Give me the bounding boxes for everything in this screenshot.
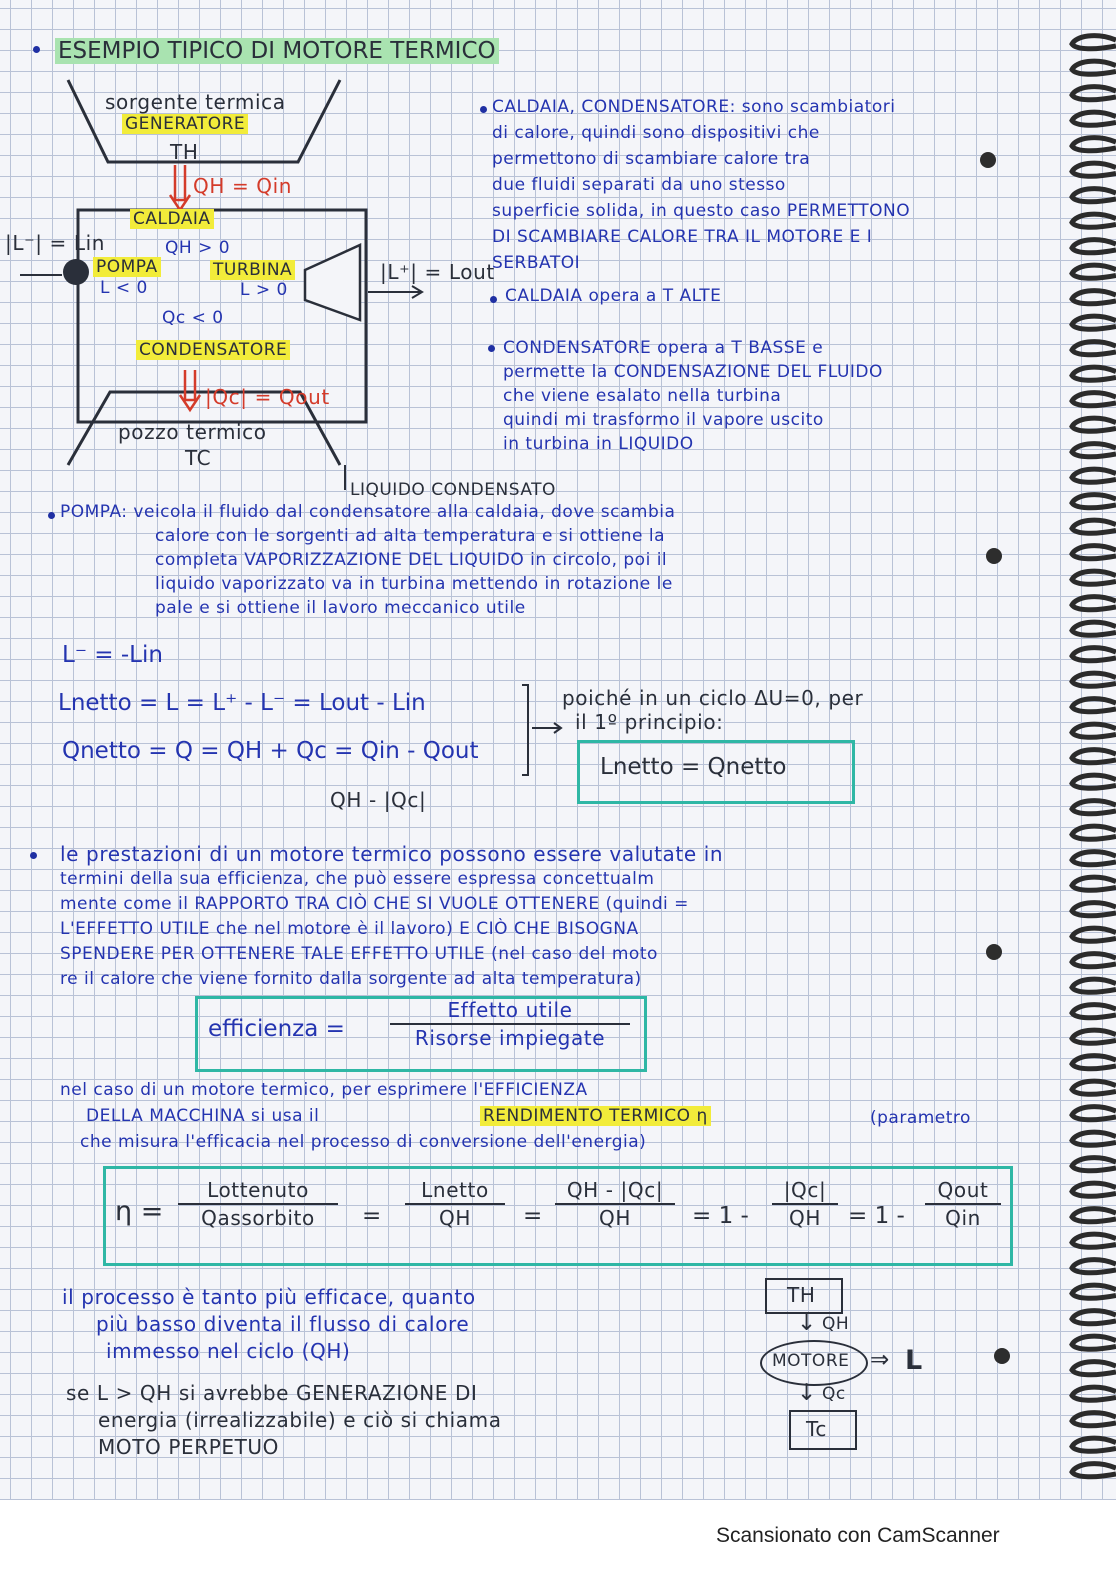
spiral-ring	[1072, 214, 1116, 227]
note-line: permette la CONDENSAZIONE DEL FLUIDO	[503, 362, 883, 382]
note-line: energia (irrealizzabile) e ciò si chiama	[98, 1408, 502, 1432]
efficienza-label: efficienza =	[208, 1016, 345, 1042]
bullet	[488, 345, 495, 352]
eta-f1-num: Lottenuto	[207, 1178, 309, 1202]
note-line: L'EFFETTO UTILE che nel motore è il lavoro) E CIÒ CHE BISOGNA	[60, 919, 639, 939]
bullet	[48, 512, 55, 519]
eta-f5-num: Qout	[937, 1178, 989, 1202]
eta-f2-num: Lnetto	[421, 1178, 489, 1202]
page-title: ESEMPIO TIPICO DI MOTORE TERMICO	[55, 40, 499, 63]
eta-fraction-1	[178, 1180, 338, 1228]
efficienza-numerator: Effetto utile	[447, 998, 573, 1022]
mini-motore: MOTORE	[772, 1351, 850, 1371]
arrow-down-icon: ↓	[797, 1310, 817, 1336]
efficienza-denominator: Risorse impiegate	[414, 1026, 606, 1050]
equals-sign: =	[523, 1203, 543, 1229]
bullet	[33, 46, 40, 53]
spiral-binding	[1066, 30, 1116, 1490]
note-line: calore con le sorgenti ad alta temperatura e si ottiene la	[155, 526, 666, 546]
spiral-ring	[1072, 1107, 1116, 1120]
eta-f2-den: QH	[439, 1206, 471, 1230]
spiral-ring	[1072, 1362, 1116, 1375]
spiral-ring	[1072, 1260, 1116, 1273]
bullet	[490, 296, 497, 303]
spiral-ring	[1072, 750, 1116, 763]
note-line: SPENDERE PER OTTENERE TALE EFFETTO UTILE (nel caso del moto	[60, 944, 658, 964]
note-line: mente come il RAPPORTO TRA CIÒ CHE SI VUOLE OTTENERE (quindi =	[60, 894, 689, 914]
spiral-ring	[1072, 775, 1116, 788]
prestazioni-notes	[60, 842, 723, 992]
pompa-notes	[60, 500, 675, 620]
mini-tc: Tc	[806, 1417, 828, 1441]
qh-arrow-label: QH = Qin	[193, 174, 293, 198]
spiral-ring	[1072, 852, 1116, 865]
eta-symbol: η =	[115, 1196, 164, 1227]
equation-qnetto: Qnetto = Q = QH + Qc = Qin - Qout	[62, 738, 479, 764]
note-line: termini della sua efficienza, che può essere espressa concettualm	[60, 869, 655, 889]
liquido-condensato-label: LIQUIDO CONDENSATO	[350, 480, 556, 500]
spiral-ring	[1072, 316, 1116, 329]
spiral-ring	[1072, 1132, 1116, 1145]
spiral-ring	[1072, 1438, 1116, 1451]
note-line: liquido vaporizzato va in turbina mettendo in rotazione le	[155, 574, 673, 594]
spiral-ring	[1072, 648, 1116, 661]
eta-fraction-5	[925, 1180, 1001, 1228]
spiral-ring	[1072, 87, 1116, 100]
note-line: pale e si ottiene il lavoro meccanico utile	[155, 598, 526, 618]
mini-th: TH	[787, 1283, 816, 1307]
turbine-work-label: |L⁺| = Lout	[380, 260, 495, 284]
note-line: re il calore che viene fornito dalla sorgente ad alta temperatura)	[60, 969, 642, 989]
pump-work-label: |L⁻| = Lin	[5, 231, 106, 255]
spiral-ring	[1072, 1183, 1116, 1196]
spiral-ring	[1072, 469, 1116, 482]
spiral-ring	[1072, 979, 1116, 992]
note-line: DI SCAMBIARE CALORE TRA IL MOTORE E I	[492, 227, 873, 247]
spiral-ring	[1072, 1234, 1116, 1247]
turbina-label: TURBINA	[210, 262, 295, 279]
note-line: quindi mi trasformo il vapore uscito	[503, 410, 824, 430]
spiral-ring	[1072, 240, 1116, 253]
note-line: POMPA: veicola il fluido dal condensatore alla caldaia, dove scambia	[60, 502, 676, 522]
punch-hole	[980, 152, 996, 168]
double-arrow-icon: ⇒	[870, 1347, 890, 1373]
spiral-ring	[1072, 418, 1116, 431]
eta-fraction-3	[555, 1180, 675, 1228]
spiral-ring	[1072, 1158, 1116, 1171]
result-lnetto-qnetto: Lnetto = Qnetto	[600, 754, 787, 780]
spiral-ring	[1072, 495, 1116, 508]
spiral-ring	[1072, 1464, 1116, 1477]
spiral-ring	[1072, 1081, 1116, 1094]
spiral-ring	[1072, 1005, 1116, 1018]
note-line: completa VAPORIZZAZIONE DEL LIQUIDO in circolo, poi il	[155, 550, 668, 570]
spiral-ring	[1072, 699, 1116, 712]
eta-f5-den: Qin	[945, 1206, 981, 1230]
spiral-ring	[1072, 291, 1116, 304]
punch-hole	[986, 548, 1002, 564]
caldaia-note: CALDAIA opera a T ALTE	[505, 286, 722, 306]
spiral-ring	[1072, 877, 1116, 890]
mini-qh: QH	[822, 1314, 850, 1334]
perpetuo-notes	[66, 1380, 502, 1461]
spiral-ring	[1072, 1311, 1116, 1324]
source-label: sorgente termica	[105, 90, 286, 114]
qc-negative: Qc < 0	[162, 308, 224, 328]
eta-f3-den: QH	[599, 1206, 631, 1230]
spiral-ring	[1072, 367, 1116, 380]
spiral-ring	[1072, 724, 1116, 737]
eta-one-minus-1: = 1 -	[692, 1203, 749, 1229]
spiral-ring	[1072, 903, 1116, 916]
note-line: immesso nel ciclo (QH)	[106, 1339, 351, 1363]
punch-hole	[994, 1348, 1010, 1364]
spiral-ring	[1072, 546, 1116, 559]
equation-lnetto: Lnetto = L = L⁺ - L⁻ = Lout - Lin	[58, 690, 426, 716]
arrow-down-icon: ↓	[797, 1380, 817, 1406]
eta-one-minus-2: = 1 -	[848, 1203, 905, 1229]
spiral-ring	[1072, 189, 1116, 202]
sink-label: pozzo termico	[118, 420, 267, 444]
rendimento-termico-highlight: RENDIMENTO TERMICO η	[480, 1108, 711, 1125]
note-line: che viene esalato nella turbina	[503, 386, 782, 406]
rendimento-line-1: nel caso di un motore termico, per esprimere l'EFFICIENZA	[60, 1080, 588, 1100]
spiral-ring	[1072, 801, 1116, 814]
rendimento-line-4: che misura l'efficacia nel processo di conversione dell'energia)	[80, 1132, 647, 1152]
qh-positive: QH > 0	[165, 238, 231, 258]
source-generator: GENERATORE	[122, 116, 248, 133]
note-line: di calore, quindi sono dispositivi che	[492, 123, 820, 143]
bullet	[30, 852, 37, 859]
equals-sign: =	[362, 1203, 382, 1229]
spiral-ring	[1072, 265, 1116, 278]
spiral-ring	[1072, 138, 1116, 151]
eta-fraction-4	[772, 1180, 838, 1228]
mini-l: L	[905, 1345, 923, 1376]
condensatore-notes	[503, 336, 883, 456]
spiral-ring	[1072, 112, 1116, 125]
pompa-label: POMPA	[93, 259, 161, 276]
equation-qnetto-sub: QH - |Qc|	[330, 788, 427, 812]
pompa-sign: L < 0	[100, 278, 148, 298]
spiral-ring	[1072, 1209, 1116, 1222]
spiral-ring	[1072, 928, 1116, 941]
note-line: MOTO PERPETUO	[98, 1435, 280, 1459]
eta-f1-den: Qassorbito	[201, 1206, 315, 1230]
eta-f4-den: QH	[789, 1206, 821, 1230]
efficienza-fraction	[390, 1000, 630, 1048]
spiral-ring	[1072, 163, 1116, 176]
bullet	[480, 106, 487, 113]
punch-hole	[986, 944, 1002, 960]
spiral-ring	[1072, 444, 1116, 457]
spiral-ring	[1072, 1285, 1116, 1298]
eta-f3-num: QH - |Qc|	[566, 1178, 664, 1202]
spiral-ring	[1072, 520, 1116, 533]
note-line: permettono di scambiare calore tra	[492, 149, 811, 169]
equation-side-note-1: poiché in un ciclo ΔU=0, per	[562, 686, 864, 710]
note-line: SERBATOI	[492, 253, 581, 273]
processo-notes	[62, 1284, 476, 1365]
note-line: se L > QH si avrebbe GENERAZIONE DI	[66, 1381, 478, 1405]
spiral-ring	[1072, 954, 1116, 967]
eta-fraction-2	[405, 1180, 505, 1228]
turbina-sign: L > 0	[240, 280, 288, 300]
condensatore-label: CONDENSATORE	[136, 342, 290, 359]
spiral-ring	[1072, 597, 1116, 610]
qc-arrow-label: |Qc| = Qout	[205, 385, 330, 409]
caldaia-label: CALDAIA	[130, 211, 214, 228]
spiral-ring	[1072, 1413, 1116, 1426]
eta-f4-num: |Qc|	[783, 1178, 827, 1202]
note-line: le prestazioni di un motore termico possono essere valutate in	[60, 842, 724, 866]
spiral-ring	[1072, 61, 1116, 74]
spiral-ring	[1072, 1387, 1116, 1400]
spiral-ring	[1072, 393, 1116, 406]
equation-l-minus: L⁻ = -Lin	[62, 642, 163, 668]
note-line: il processo è tanto più efficace, quanto	[62, 1285, 476, 1309]
note-line: CALDAIA, CONDENSATORE: sono scambiatori	[492, 97, 896, 117]
spiral-ring	[1072, 571, 1116, 584]
spiral-ring	[1072, 1336, 1116, 1349]
note-line: CONDENSATORE opera a T BASSE e	[503, 338, 824, 358]
rendimento-line-3: (parametro	[870, 1108, 971, 1128]
spiral-ring	[1072, 673, 1116, 686]
th-label: TH	[170, 140, 199, 164]
spiral-ring	[1072, 1056, 1116, 1069]
tc-label: TC	[185, 446, 212, 470]
spiral-ring	[1072, 1030, 1116, 1043]
note-line: più basso diventa il flusso di calore	[96, 1312, 470, 1336]
note-line: in turbina in LIQUIDO	[503, 434, 694, 454]
note-line: superficie solida, in questo caso PERMETTONO	[492, 201, 911, 221]
spiral-ring	[1072, 342, 1116, 355]
rendimento-line-2: DELLA MACCHINA si usa il	[86, 1106, 320, 1126]
equation-side-note-2: il 1º principio:	[575, 710, 724, 734]
mini-qc: Qc	[822, 1384, 846, 1404]
spiral-ring	[1072, 622, 1116, 635]
note-line: due fluidi separati da uno stesso	[492, 175, 786, 195]
scambiatori-notes	[492, 94, 910, 276]
spiral-ring	[1072, 826, 1116, 839]
scanner-watermark: Scansionato con CamScanner	[716, 1524, 1000, 1547]
spiral-ring	[1072, 36, 1116, 49]
